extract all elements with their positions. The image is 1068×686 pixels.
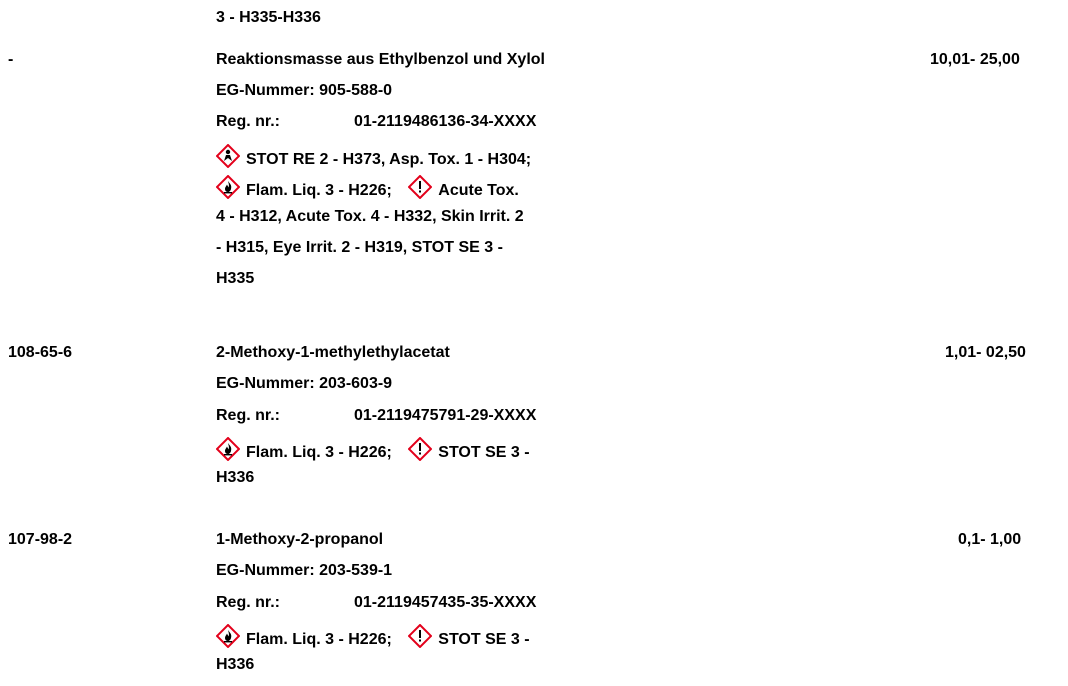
hazard-line: 4 - H312, Acute Tox. 4 - H332, Skin Irrit. 2 xyxy=(216,208,524,225)
reg-label: Reg. nr.: xyxy=(216,594,281,611)
reg-label: Reg. nr.: xyxy=(216,113,281,130)
hazard-line xyxy=(216,624,530,650)
ec-number: EG-Nummer: 203-603-9 xyxy=(216,375,393,392)
concentration-range: 1,01- 02,50 xyxy=(945,344,1026,361)
flame-icon xyxy=(216,624,240,648)
cas-number: 108-65-6 xyxy=(8,344,73,361)
flame-icon xyxy=(216,437,240,461)
concentration-range: 10,01- 25,00 xyxy=(930,51,1020,68)
exclamation-icon xyxy=(408,437,432,461)
hazard-line: H336 xyxy=(216,469,255,486)
substance-name: Reaktionsmasse aus Ethylbenzol und Xylol xyxy=(216,51,545,68)
health-hazard-icon xyxy=(216,144,240,168)
exclamation-icon xyxy=(408,175,432,199)
cas-number: - xyxy=(8,51,14,68)
ec-number: EG-Nummer: 203-539-1 xyxy=(216,562,393,579)
ec-number: EG-Nummer: 905-588-0 xyxy=(216,82,393,99)
hazard-line: - H315, Eye Irrit. 2 - H319, STOT SE 3 - xyxy=(216,239,503,256)
hazard-text: STOT RE 2 - H373, Asp. Tox. 1 - H304; xyxy=(246,151,532,168)
substance-name: 2-Methoxy-1-methylethylacetat xyxy=(216,344,450,361)
hazard-text: Acute Tox. xyxy=(438,182,519,199)
hazard-text: Flam. Liq. 3 - H226; xyxy=(246,444,392,461)
substance-name: 1-Methoxy-2-propanol xyxy=(216,531,384,548)
hazard-line: H335 xyxy=(216,270,255,287)
hazard-line xyxy=(216,175,519,201)
hazard-line xyxy=(216,144,531,170)
reg-number: 01-2119457435-35-XXXX xyxy=(354,594,537,611)
reg-label: Reg. nr.: xyxy=(216,407,281,424)
reg-number: 01-2119475791-29-XXXX xyxy=(354,407,537,424)
hazard-text: STOT SE 3 - xyxy=(438,444,530,461)
cas-number: 107-98-2 xyxy=(8,531,73,548)
concentration-range: 0,1- 1,00 xyxy=(958,531,1022,548)
reg-number: 01-2119486136-34-XXXX xyxy=(354,113,537,130)
hazard-text: STOT SE 3 - xyxy=(438,631,530,648)
exclamation-icon xyxy=(408,624,432,648)
hazard-text: Flam. Liq. 3 - H226; xyxy=(246,631,392,648)
flame-icon xyxy=(216,175,240,199)
hazard-line: H336 xyxy=(216,656,255,673)
hazard-line xyxy=(216,437,530,463)
hazard-text: Flam. Liq. 3 - H226; xyxy=(246,182,392,199)
top-fragment-text: 3 - H335-H336 xyxy=(216,9,321,26)
